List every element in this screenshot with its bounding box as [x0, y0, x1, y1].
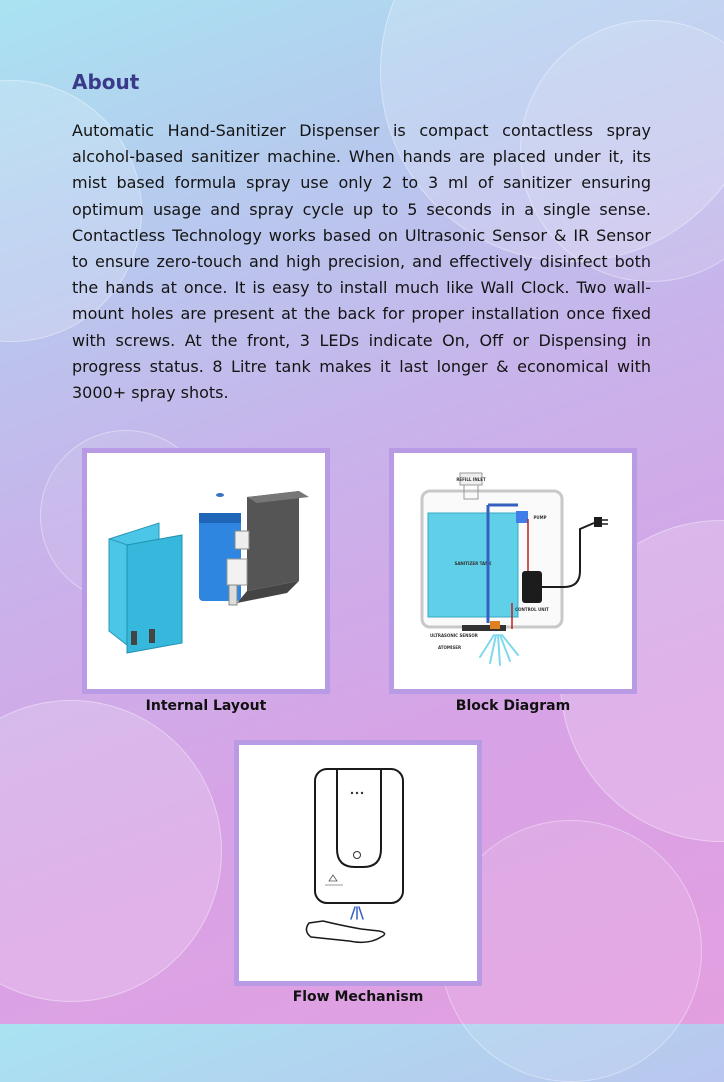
tank-label: SANITIZER TANK	[454, 561, 492, 566]
atomiser-label: ATOMISER	[438, 645, 462, 650]
flow-mechanism-image	[234, 740, 482, 986]
block-diagram-illustration	[394, 453, 632, 689]
flow-mechanism-illustration	[239, 745, 477, 981]
block-diagram-image	[389, 448, 637, 694]
hand-icon	[306, 921, 384, 942]
flow-mechanism-caption: Flow Mechanism	[292, 989, 424, 1005]
refill-inlet-label: REFILL INLET	[456, 477, 486, 482]
spray-mist	[351, 907, 363, 919]
block-diagram-caption: Block Diagram	[455, 698, 571, 714]
section-title: About	[72, 70, 140, 94]
background-bubble	[0, 700, 222, 1002]
control-unit-label: CONTROL UNIT	[515, 607, 549, 612]
internal-layout-caption: Internal Layout	[145, 698, 267, 714]
spray-mist	[480, 635, 518, 665]
about-paragraph: Automatic Hand-Sanitizer Dispenser is compact contactless spray alcohol-based sanitizer machine. When hands are placed under it, its mist based formula spray use only 2 to 3 ml of sanitizer ensuring optimum usage and spray cycle up to 5 seconds in a single sense. Contactless Technology works based on Ultrasonic Sensor & IR Sensor to ensure zero-touch and high precision, and effectively disinfect both the hands at once. It is easy to install much like Wall Clock. Two wall-mount holes are present at the back for proper installation once fixed with screws. At the front, 3 LEDs indicate On, Off or Dispensing in progress status. 8 Litre tank makes it last longer & economical with 3000+ spray shots.	[72, 121, 651, 403]
internal-layout-illustration	[87, 453, 325, 689]
internal-layout-image	[82, 448, 330, 694]
pump-label: PUMP	[533, 515, 547, 520]
ultrasonic-sensor-label: ULTRASONIC SENSOR	[430, 633, 478, 638]
